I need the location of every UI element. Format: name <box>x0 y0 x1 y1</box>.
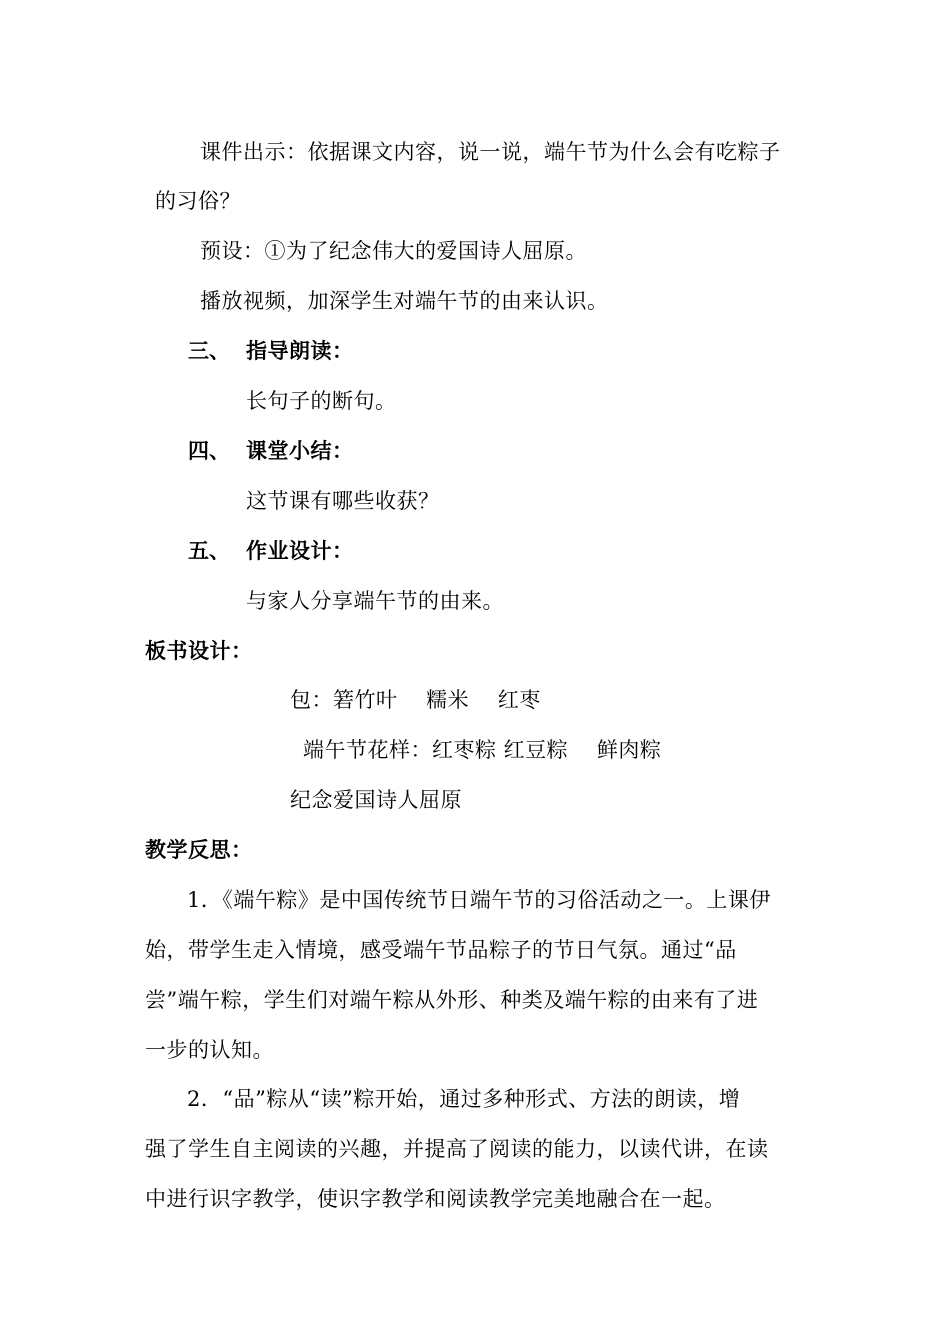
reflection-heading: 教学反思： <box>145 837 253 862</box>
board-line-1: 包：箬竹叶 糯米 红枣 <box>290 688 541 712</box>
reflection-p2-line-2: 强了学生自主阅读的兴趣，并提高了阅读的能力，以读代讲，在读 <box>145 1137 769 1161</box>
reflection-p2-line-3: 中进行识字教学，使识字教学和阅读教学完美地融合在一起。 <box>145 1187 726 1211</box>
board-line-2: 端午节花样：红枣粽 红豆粽 鲜肉粽 <box>303 738 662 762</box>
section-4-number: 四、 <box>188 438 230 463</box>
preset-line: 预设：①为了纪念伟大的爱国诗人屈原。 <box>200 239 587 263</box>
reflection-p1-line-2: 始，带学生走入情境，感受端午节品粽子的节日气氛。通过“品 <box>145 938 737 962</box>
board-line-3: 纪念爱国诗人屈原 <box>290 788 462 812</box>
video-line: 播放视频，加深学生对端午节的由来认识。 <box>200 289 609 313</box>
section-5-title: 作业设计： <box>246 538 354 563</box>
section-3-title: 指导朗读： <box>246 338 354 363</box>
board-heading: 板书设计： <box>145 638 253 663</box>
courseware-line-2: 的习俗？ <box>155 189 241 213</box>
courseware-line-1: 课件出示：依据课文内容，说一说，端午节为什么会有吃粽子 <box>200 140 781 164</box>
section-5-content: 与家人分享端午节的由来。 <box>246 589 504 613</box>
reflection-p1-line-3: 尝”端午粽，学生们对端午粽从外形、种类及端午粽的由来有了进 <box>145 988 759 1012</box>
reflection-p2-line-1: 2．“品”粽从“读”粽开始，通过多种形式、方法的朗读，增 <box>187 1087 741 1111</box>
section-4-content: 这节课有哪些收获？ <box>246 489 440 513</box>
section-4-title: 课堂小结： <box>246 438 354 463</box>
reflection-p1-line-1: 1．《端午粽》是中国传统节日端午节的习俗活动之一。上课伊 <box>187 888 771 912</box>
section-3-content: 长句子的断句。 <box>246 389 397 413</box>
reflection-p1-line-4: 一步的认知。 <box>145 1038 274 1062</box>
section-5-number: 五、 <box>188 538 230 563</box>
section-3-number: 三、 <box>188 338 230 363</box>
